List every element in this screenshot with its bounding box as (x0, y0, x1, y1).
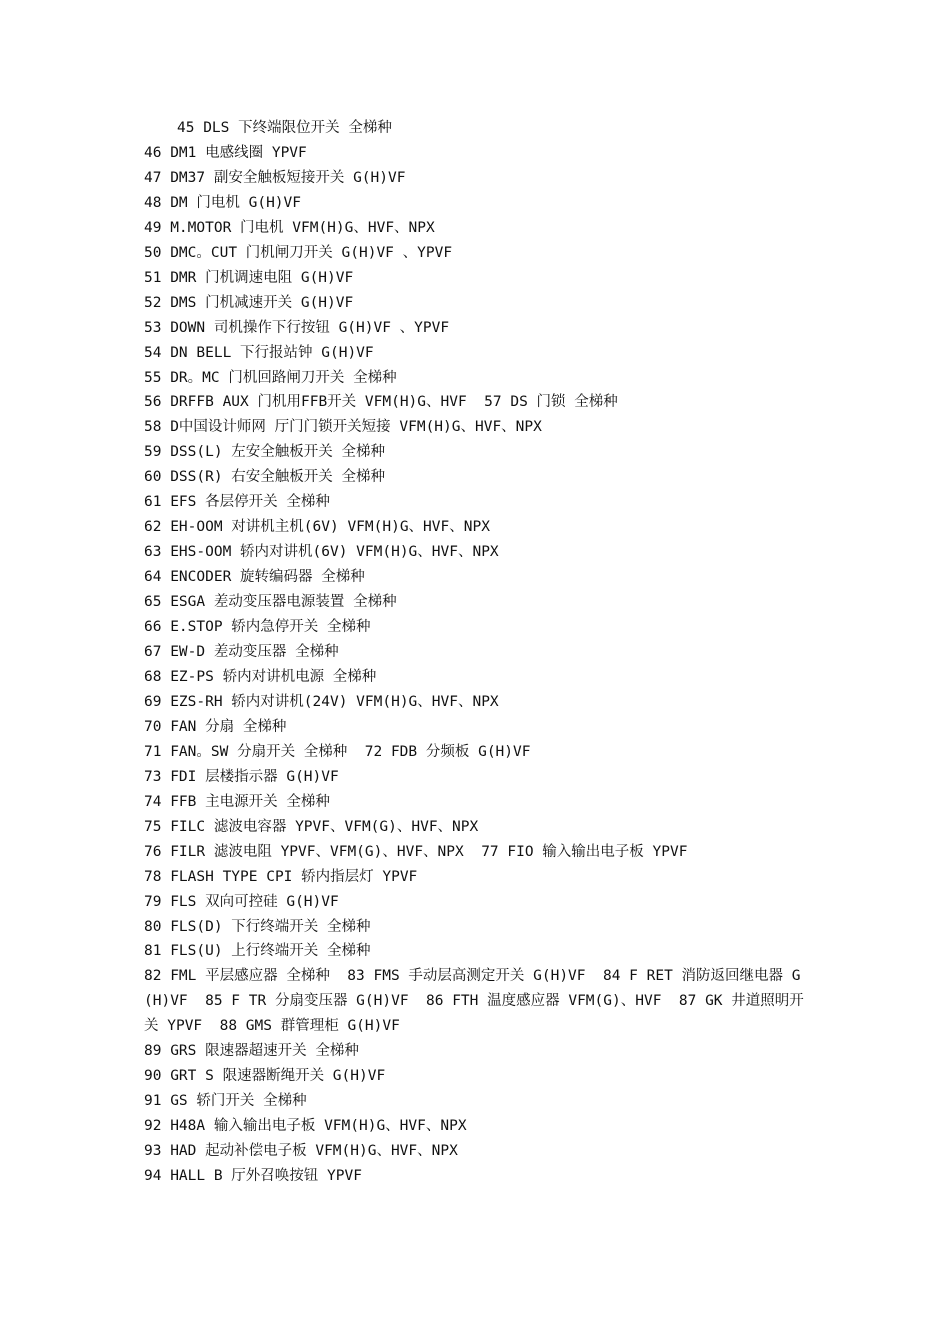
list-item: 61 EFS 各层停开关 全梯种 (144, 494, 330, 511)
list-item: 91 GS 轿门开关 全梯种 (144, 1093, 307, 1110)
list-item: 58 D中国设计师网 厅门门锁开关短接 VFM(H)G、HVF、NPX (144, 419, 542, 436)
list-item: 71 FAN。SW 分扇开关 全梯种 72 FDB 分频板 G(H)VF (144, 743, 531, 760)
list-item: 73 FDI 层楼指示器 G(H)VF (144, 768, 339, 785)
list-item: 59 DSS(L) 左安全触板开关 全梯种 (144, 444, 386, 461)
list-item: 52 DMS 门机减速开关 G(H)VF (144, 294, 354, 311)
list-item: 51 DMR 门机调速电阻 G(H)VF (144, 269, 354, 286)
list-item: 56 DRFFB AUX 门机用FFB开关 VFM(H)G、HVF 57 DS 门锁 全梯种 (144, 394, 618, 411)
list-item: 92 H48A 输入输出电子板 VFM(H)G、HVF、NPX (144, 1118, 467, 1135)
list-item: 55 DR。MC 门机回路闸刀开关 全梯种 (144, 369, 397, 386)
list-item: 74 FFB 主电源开关 全梯种 (144, 793, 330, 810)
list-item: 65 ESGA 差动变压器电源装置 全梯种 (144, 594, 397, 611)
list-item: 47 DM37 副安全触板短接开关 G(H)VF (144, 169, 406, 186)
list-item: 67 EW-D 差动变压器 全梯种 (144, 644, 339, 661)
list-item: 62 EH-OOM 对讲机主机(6V) VFM(H)G、HVF、NPX (144, 519, 490, 536)
list-item: 89 GRS 限速器超速开关 全梯种 (144, 1043, 359, 1060)
list-item: 94 HALL B 厅外召唤按钮 YPVF (144, 1168, 362, 1185)
list-item: 50 DMC。CUT 门机闸刀开关 G(H)VF 、YPVF (144, 244, 453, 261)
list-item: 48 DM 门电机 G(H)VF (144, 194, 301, 211)
list-item: 69 EZS-RH 轿内对讲机(24V) VFM(H)G、HVF、NPX (144, 693, 499, 710)
list-item: 49 M.MOTOR 门电机 VFM(H)G、HVF、NPX (144, 219, 435, 236)
list-item: 93 HAD 起动补偿电子板 VFM(H)G、HVF、NPX (144, 1143, 458, 1160)
list-item: 63 EHS-OOM 轿内对讲机(6V) VFM(H)G、HVF、NPX (144, 544, 499, 561)
list-item: 90 GRT S 限速器断绳开关 G(H)VF (144, 1068, 386, 1085)
list-item: 54 DN BELL 下行报站钟 G(H)VF (144, 344, 374, 361)
list-item: 80 FLS(D) 下行终端开关 全梯种 (144, 918, 371, 935)
list-item: 81 FLS(U) 上行终端开关 全梯种 (144, 943, 371, 960)
list-item: 68 EZ-PS 轿内对讲机电源 全梯种 (144, 668, 377, 685)
document-body (144, 116, 812, 1189)
list-item: 46 DM1 电感线圈 YPVF (144, 144, 307, 161)
list-item: 66 E.STOP 轿内急停开关 全梯种 (144, 619, 371, 636)
list-item: 64 ENCODER 旋转编码器 全梯种 (144, 569, 365, 586)
list-item: 78 FLASH TYPE CPI 轿内指层灯 YPVF (144, 868, 418, 885)
list-item: 76 FILR 滤波电阻 YPVF、VFM(G)、HVF、NPX 77 FIO 输入输出电子板 YPVF (144, 843, 688, 860)
list-item: 60 DSS(R) 右安全触板开关 全梯种 (144, 469, 386, 486)
list-item: 79 FLS 双向可控硅 G(H)VF (144, 893, 339, 910)
list-item: 70 FAN 分扇 全梯种 (144, 718, 287, 735)
list-item: 45 DLS 下终端限位开关 全梯种 (177, 120, 392, 136)
list-item: 75 FILC 滤波电容器 YPVF、VFM(G)、HVF、NPX (144, 818, 479, 835)
list-item: 82 FML 平层感应器 全梯种 83 FMS 手动层高测定开关 G(H)VF 84 F RET 消防返回继电器 G(H)VF 85 F TR 分扇变压器 G(H)VF 86 FTH 温度感应器 VFM(G)、HVF 87 GK 井道照明开关 YPVF 88 GMS 群管理柜 G(H)VF (144, 968, 804, 1035)
list-item: 53 DOWN 司机操作下行按钮 G(H)VF 、YPVF (144, 319, 450, 336)
